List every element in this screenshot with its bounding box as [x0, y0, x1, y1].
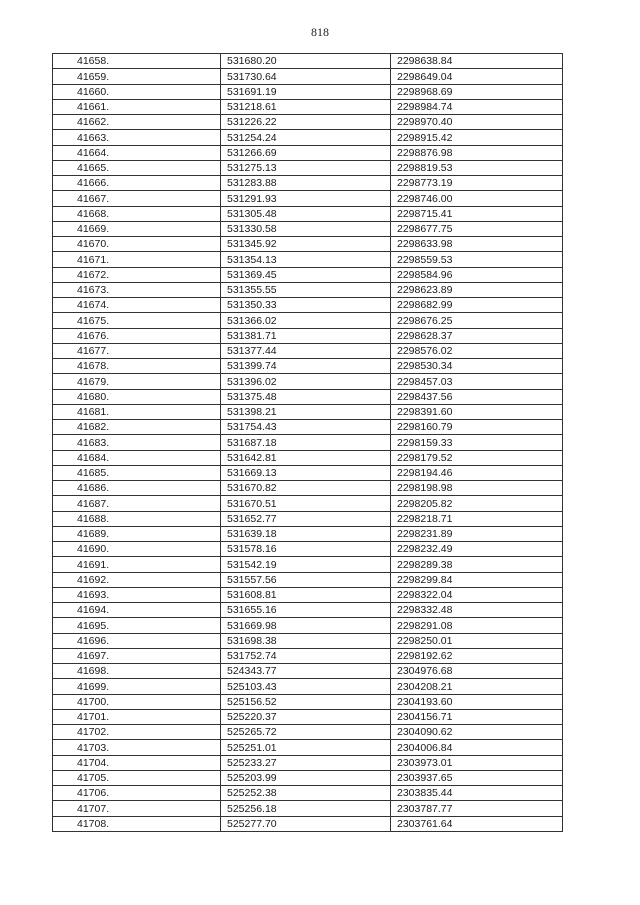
- point-number-cell: 41678.: [53, 359, 221, 374]
- point-number-cell: 41673.: [53, 282, 221, 297]
- point-number-cell: 41688.: [53, 511, 221, 526]
- table-row: [53, 542, 563, 557]
- x-coordinate-cell: 531355.55: [221, 282, 391, 297]
- x-coordinate-cell: 531345.92: [221, 237, 391, 252]
- y-coordinate-cell: 2304976.68: [391, 664, 563, 679]
- point-number-cell: 41706.: [53, 786, 221, 801]
- x-coordinate-cell: 525203.99: [221, 770, 391, 785]
- y-coordinate-cell: 2303761.64: [391, 816, 563, 831]
- y-coordinate-cell: 2298649.04: [391, 69, 563, 84]
- x-coordinate-cell: 531608.81: [221, 587, 391, 602]
- y-coordinate-cell: 2304156.71: [391, 709, 563, 724]
- y-coordinate-cell: 2298194.46: [391, 465, 563, 480]
- x-coordinate-cell: 531396.02: [221, 374, 391, 389]
- table-row: [53, 435, 563, 450]
- point-number-cell: 41702.: [53, 725, 221, 740]
- table-row: [53, 618, 563, 633]
- x-coordinate-cell: 531639.18: [221, 526, 391, 541]
- y-coordinate-cell: 2298179.52: [391, 450, 563, 465]
- y-coordinate-cell: 2298677.75: [391, 221, 563, 236]
- y-coordinate-cell: 2298584.96: [391, 267, 563, 282]
- y-coordinate-cell: 2298715.41: [391, 206, 563, 221]
- y-coordinate-cell: 2298676.25: [391, 313, 563, 328]
- x-coordinate-cell: 531369.45: [221, 267, 391, 282]
- table-row: [53, 648, 563, 663]
- table-row: [53, 481, 563, 496]
- y-coordinate-cell: 2298437.56: [391, 389, 563, 404]
- x-coordinate-cell: 531275.13: [221, 160, 391, 175]
- point-number-cell: 41665.: [53, 160, 221, 175]
- table-row: [53, 282, 563, 297]
- x-coordinate-cell: 531305.48: [221, 206, 391, 221]
- y-coordinate-cell: 2298576.02: [391, 343, 563, 358]
- x-coordinate-cell: 531542.19: [221, 557, 391, 572]
- coordinates-table: [52, 53, 563, 832]
- x-coordinate-cell: 531254.24: [221, 130, 391, 145]
- point-number-cell: 41661.: [53, 99, 221, 114]
- y-coordinate-cell: 2298819.53: [391, 160, 563, 175]
- y-coordinate-cell: 2298205.82: [391, 496, 563, 511]
- table-row: [53, 69, 563, 84]
- point-number-cell: 41681.: [53, 404, 221, 419]
- table-row: [53, 130, 563, 145]
- table-row: [53, 755, 563, 770]
- x-coordinate-cell: 531218.61: [221, 99, 391, 114]
- table-row: [53, 359, 563, 374]
- x-coordinate-cell: 531557.56: [221, 572, 391, 587]
- point-number-cell: 41683.: [53, 435, 221, 450]
- table-row: [53, 84, 563, 99]
- y-coordinate-cell: 2298391.60: [391, 404, 563, 419]
- x-coordinate-cell: 531730.64: [221, 69, 391, 84]
- point-number-cell: 41700.: [53, 694, 221, 709]
- table-row: [53, 679, 563, 694]
- y-coordinate-cell: 2298322.04: [391, 587, 563, 602]
- y-coordinate-cell: 2298159.33: [391, 435, 563, 450]
- point-number-cell: 41668.: [53, 206, 221, 221]
- x-coordinate-cell: 531366.02: [221, 313, 391, 328]
- y-coordinate-cell: 2298638.84: [391, 54, 563, 69]
- point-number-cell: 41663.: [53, 130, 221, 145]
- x-coordinate-cell: 531354.13: [221, 252, 391, 267]
- y-coordinate-cell: 2298289.38: [391, 557, 563, 572]
- table-row: [53, 633, 563, 648]
- x-coordinate-cell: 531350.33: [221, 298, 391, 313]
- point-number-cell: 41696.: [53, 633, 221, 648]
- y-coordinate-cell: 2298198.98: [391, 481, 563, 496]
- table-row: [53, 145, 563, 160]
- table-row: [53, 511, 563, 526]
- x-coordinate-cell: 531669.13: [221, 465, 391, 480]
- table-row: [53, 313, 563, 328]
- point-number-cell: 41707.: [53, 801, 221, 816]
- point-number-cell: 41675.: [53, 313, 221, 328]
- y-coordinate-cell: 2298457.03: [391, 374, 563, 389]
- table-row: [53, 237, 563, 252]
- point-number-cell: 41690.: [53, 542, 221, 557]
- y-coordinate-cell: 2303835.44: [391, 786, 563, 801]
- x-coordinate-cell: 531670.82: [221, 481, 391, 496]
- x-coordinate-cell: 525251.01: [221, 740, 391, 755]
- y-coordinate-cell: 2298876.98: [391, 145, 563, 160]
- point-number-cell: 41695.: [53, 618, 221, 633]
- x-coordinate-cell: 531698.38: [221, 633, 391, 648]
- table-row: [53, 496, 563, 511]
- y-coordinate-cell: 2298915.42: [391, 130, 563, 145]
- y-coordinate-cell: 2304208.21: [391, 679, 563, 694]
- point-number-cell: 41677.: [53, 343, 221, 358]
- point-number-cell: 41708.: [53, 816, 221, 831]
- point-number-cell: 41672.: [53, 267, 221, 282]
- table-row: [53, 694, 563, 709]
- x-coordinate-cell: 525103.43: [221, 679, 391, 694]
- point-number-cell: 41662.: [53, 115, 221, 130]
- point-number-cell: 41687.: [53, 496, 221, 511]
- y-coordinate-cell: 2298530.34: [391, 359, 563, 374]
- x-coordinate-cell: 524343.77: [221, 664, 391, 679]
- y-coordinate-cell: 2298559.53: [391, 252, 563, 267]
- table-row: [53, 298, 563, 313]
- y-coordinate-cell: 2298231.89: [391, 526, 563, 541]
- table-row: [53, 328, 563, 343]
- table-row: [53, 343, 563, 358]
- x-coordinate-cell: 525220.37: [221, 709, 391, 724]
- y-coordinate-cell: 2303973.01: [391, 755, 563, 770]
- x-coordinate-cell: 531754.43: [221, 420, 391, 435]
- point-number-cell: 41670.: [53, 237, 221, 252]
- table-row: [53, 267, 563, 282]
- point-number-cell: 41676.: [53, 328, 221, 343]
- table-row: [53, 420, 563, 435]
- table-row: [53, 740, 563, 755]
- point-number-cell: 41699.: [53, 679, 221, 694]
- point-number-cell: 41664.: [53, 145, 221, 160]
- point-number-cell: 41698.: [53, 664, 221, 679]
- x-coordinate-cell: 531283.88: [221, 176, 391, 191]
- point-number-cell: 41666.: [53, 176, 221, 191]
- point-number-cell: 41684.: [53, 450, 221, 465]
- x-coordinate-cell: 531330.58: [221, 221, 391, 236]
- y-coordinate-cell: 2298970.40: [391, 115, 563, 130]
- x-coordinate-cell: 531687.18: [221, 435, 391, 450]
- table-row: [53, 206, 563, 221]
- table-row: [53, 786, 563, 801]
- y-coordinate-cell: 2298968.69: [391, 84, 563, 99]
- point-number-cell: 41697.: [53, 648, 221, 663]
- point-number-cell: 41667.: [53, 191, 221, 206]
- table-row: [53, 557, 563, 572]
- table-row: [53, 816, 563, 831]
- table-row: [53, 221, 563, 236]
- x-coordinate-cell: 531377.44: [221, 343, 391, 358]
- y-coordinate-cell: 2298250.01: [391, 633, 563, 648]
- table-row: [53, 664, 563, 679]
- x-coordinate-cell: 525256.18: [221, 801, 391, 816]
- point-number-cell: 41682.: [53, 420, 221, 435]
- y-coordinate-cell: 2304193.60: [391, 694, 563, 709]
- table-row: [53, 709, 563, 724]
- x-coordinate-cell: 531652.77: [221, 511, 391, 526]
- y-coordinate-cell: 2298984.74: [391, 99, 563, 114]
- x-coordinate-cell: 531680.20: [221, 54, 391, 69]
- table-row: [53, 54, 563, 69]
- table-row: [53, 252, 563, 267]
- table-row: [53, 526, 563, 541]
- table-row: [53, 603, 563, 618]
- point-number-cell: 41704.: [53, 755, 221, 770]
- y-coordinate-cell: 2298160.79: [391, 420, 563, 435]
- table-row: [53, 587, 563, 602]
- table-row: [53, 465, 563, 480]
- table-row: [53, 770, 563, 785]
- table-row: [53, 801, 563, 816]
- x-coordinate-cell: 531578.16: [221, 542, 391, 557]
- table-row: [53, 450, 563, 465]
- table-row: [53, 160, 563, 175]
- point-number-cell: 41703.: [53, 740, 221, 755]
- y-coordinate-cell: 2298192.62: [391, 648, 563, 663]
- coordinates-table-body: [53, 54, 563, 832]
- table-row: [53, 115, 563, 130]
- x-coordinate-cell: 531655.16: [221, 603, 391, 618]
- x-coordinate-cell: 525277.70: [221, 816, 391, 831]
- table-row: [53, 176, 563, 191]
- table-row: [53, 191, 563, 206]
- x-coordinate-cell: 531226.22: [221, 115, 391, 130]
- y-coordinate-cell: 2304006.84: [391, 740, 563, 755]
- point-number-cell: 41705.: [53, 770, 221, 785]
- y-coordinate-cell: 2303787.77: [391, 801, 563, 816]
- point-number-cell: 41692.: [53, 572, 221, 587]
- y-coordinate-cell: 2298291.08: [391, 618, 563, 633]
- y-coordinate-cell: 2298232.49: [391, 542, 563, 557]
- x-coordinate-cell: 525156.52: [221, 694, 391, 709]
- point-number-cell: 41694.: [53, 603, 221, 618]
- table-row: [53, 389, 563, 404]
- point-number-cell: 41693.: [53, 587, 221, 602]
- x-coordinate-cell: 531291.93: [221, 191, 391, 206]
- point-number-cell: 41680.: [53, 389, 221, 404]
- point-number-cell: 41674.: [53, 298, 221, 313]
- x-coordinate-cell: 531399.74: [221, 359, 391, 374]
- y-coordinate-cell: 2303937.65: [391, 770, 563, 785]
- table-row: [53, 374, 563, 389]
- point-number-cell: 41658.: [53, 54, 221, 69]
- y-coordinate-cell: 2298746.00: [391, 191, 563, 206]
- point-number-cell: 41691.: [53, 557, 221, 572]
- x-coordinate-cell: 531670.51: [221, 496, 391, 511]
- y-coordinate-cell: 2298682.99: [391, 298, 563, 313]
- y-coordinate-cell: 2298218.71: [391, 511, 563, 526]
- y-coordinate-cell: 2298773.19: [391, 176, 563, 191]
- table-row: [53, 725, 563, 740]
- x-coordinate-cell: 531669.98: [221, 618, 391, 633]
- y-coordinate-cell: 2304090.62: [391, 725, 563, 740]
- y-coordinate-cell: 2298623.89: [391, 282, 563, 297]
- point-number-cell: 41701.: [53, 709, 221, 724]
- x-coordinate-cell: 531266.69: [221, 145, 391, 160]
- point-number-cell: 41660.: [53, 84, 221, 99]
- y-coordinate-cell: 2298299.84: [391, 572, 563, 587]
- table-row: [53, 404, 563, 419]
- point-number-cell: 41679.: [53, 374, 221, 389]
- y-coordinate-cell: 2298628.37: [391, 328, 563, 343]
- point-number-cell: 41685.: [53, 465, 221, 480]
- x-coordinate-cell: 531381.71: [221, 328, 391, 343]
- page-number: 818: [311, 25, 329, 39]
- table-row: [53, 572, 563, 587]
- table-row: [53, 99, 563, 114]
- x-coordinate-cell: 531398.21: [221, 404, 391, 419]
- x-coordinate-cell: 525252.38: [221, 786, 391, 801]
- x-coordinate-cell: 531691.19: [221, 84, 391, 99]
- x-coordinate-cell: 531752.74: [221, 648, 391, 663]
- y-coordinate-cell: 2298332.48: [391, 603, 563, 618]
- point-number-cell: 41671.: [53, 252, 221, 267]
- x-coordinate-cell: 531375.48: [221, 389, 391, 404]
- point-number-cell: 41659.: [53, 69, 221, 84]
- point-number-cell: 41689.: [53, 526, 221, 541]
- x-coordinate-cell: 525265.72: [221, 725, 391, 740]
- point-number-cell: 41686.: [53, 481, 221, 496]
- y-coordinate-cell: 2298633.98: [391, 237, 563, 252]
- x-coordinate-cell: 531642.81: [221, 450, 391, 465]
- point-number-cell: 41669.: [53, 221, 221, 236]
- x-coordinate-cell: 525233.27: [221, 755, 391, 770]
